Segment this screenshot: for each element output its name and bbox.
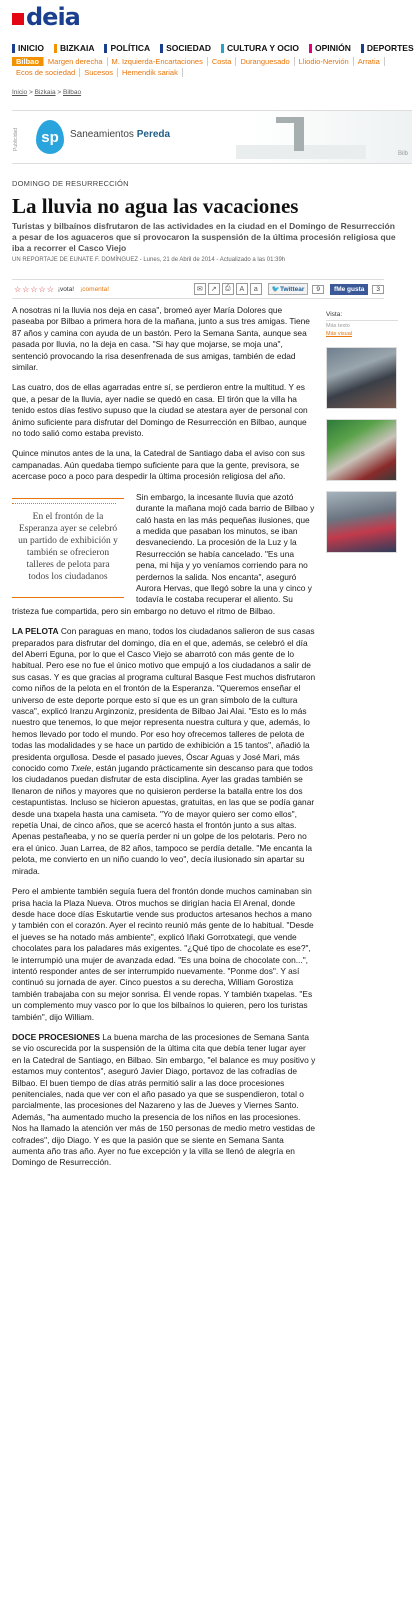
ad-brand: Saneamientos Pereda <box>70 129 171 140</box>
nav-item-3[interactable] <box>160 41 211 55</box>
comment-link[interactable]: ¡comenta! <box>80 285 110 293</box>
site-logo[interactable] <box>12 3 80 31</box>
nav-bar-icon <box>160 44 163 53</box>
nav-label: SOCIEDAD <box>166 43 212 53</box>
view-more-visual[interactable]: Más visual <box>326 331 352 337</box>
faucet-image <box>236 115 366 159</box>
paragraph-7: DOCE PROCESIONES La buena marcha de las procesiones de Semana Santa se vio oscurecida por la suspensión de la última cita que debía tener lugar ayer en la Catedral de Santiago, en Bilbao. Sin embargo, "el balance es muy positivo y estamos muy contentos", aseguró Javier Diago, portavoz de las cofradías de Bilbao. El buen tiempo de días atrás permitió salir a las doce procesiones penitenciales, nada que ver con el año pasado ya que se suspendieron, total o parcialmente, las procesiones del Nazareno y las de Jueves y Viernes Santo. Además, "ha aumentado mucho la presencia de los niños en las procesiones. Nos ha llamado la atención ver más de 150 personas de medio metro vestidas de cofrades", dijo Diago. Y es que la pasión que se siente en Semana Santa aumenta año tras año. Ayer no fue excepción y la villa se llenó de alegría en Domingo de Resurrección. <box>12 1031 316 1168</box>
twitter-button[interactable]: 🐦 Twittear <box>268 283 309 295</box>
nav-item-0[interactable] <box>12 41 44 55</box>
nav-label: OPINIÓN <box>314 43 351 53</box>
rating-stars[interactable]: ☆☆☆☆☆ <box>14 284 55 294</box>
like-button[interactable]: f Me gusta <box>330 284 368 295</box>
subnav-item[interactable]: Lliodio-Nervión <box>295 57 354 66</box>
sub-nav <box>12 56 418 80</box>
nav-item-1[interactable] <box>54 41 94 55</box>
subnav-item[interactable]: Hemendik sariak <box>118 68 183 77</box>
main-nav <box>12 41 418 55</box>
nav-item-6[interactable] <box>361 41 414 55</box>
nav-label: DEPORTES <box>366 43 414 53</box>
ad-label: Publicidad <box>13 127 19 151</box>
breadcrumb: Inicio > Bizkaia > Bilbao <box>12 89 82 96</box>
print-icon[interactable]: ⎙ <box>222 283 234 295</box>
heading-doce-procesiones: DOCE PROCESIONES <box>12 1031 100 1042</box>
subnav-item[interactable]: M. Izquierda-Encartaciones <box>108 57 208 66</box>
paragraph-3: Quince minutos antes de la una, la Catedral de Santiago daba el aviso con sus campanadas. Aún quedaba tiempo suficiente para que la gente, previsora, se acercase poco a poco para despedir la última procesión religiosa del año. <box>12 448 305 482</box>
nav-item-4[interactable] <box>221 41 299 55</box>
subnav-item[interactable]: Arratia <box>354 57 385 66</box>
nav-item-5[interactable] <box>309 41 351 55</box>
article-subtitle: Turistas y bilbaínos disfrutaron de las actividades en la ciudad en el Domingo de Resurrección a pesar de los aguaceros que si provocaron la suspensión de la última procesión religiosa que iba a recorrer el Casco Viejo <box>12 221 396 253</box>
twitter-count: 9 <box>312 285 324 294</box>
view-label: Vista: <box>326 311 398 321</box>
paragraph-1: A nosotras ni la lluvia nos deja en casa", bromeó ayer María Dolores que paseaba por Bilbao a primera hora de la mañana, junto a sus tres amigas. Tiene 87 años y camina con ayuda de un bastón. Pero la Semana Santa, aunque sea pasada por lluvia, no la deja en casa. "Si hay que mojarse, se moja una", sentenció provocando la risa desenfrenada de sus amigas, también de edad similar. <box>12 305 310 373</box>
ad-side-text: Bilb <box>398 151 409 157</box>
article-toolbar <box>12 279 384 299</box>
subnav-item[interactable]: Margen derecha <box>44 57 108 66</box>
nav-bar-icon <box>12 44 15 53</box>
subnav-item[interactable]: Costa <box>208 57 237 66</box>
paragraph-5: LA PELOTA Con paraguas en mano, todos los ciudadanos salieron de sus casas preparados para disfrutar del domingo, día en el que, además, se celebró el día del Aberri Eguna, por lo que el Casco Viejo se abarrotó con más gente de lo habitual. Pero ese no fue el único motivo que empujó a los ciudadanos a salir de sus casas. Y es que gracias al programa cultural Basque Fest muchos disfrutaron como niños de la pelota en el frontón de la Esperanza. "Queremos enseñar el universo de este deporte porque esto sí que es un gran símbolo de la cultura vasca", explicó Iranzu Arginzoniz, presidenta de Bilbao Jai Alai. "Esto es lo más nuestro que tenemos, lo que mejor representa nuestra cultura y que, además, lo hemos llevado por todo el mundo. Por eso hoy ofrecemos talleres de pelota de todas las modalidades y se hace un partido de exhibición a 15 tantos", añadió la presidenta orgullosa. Desde el pasado jueves, Óscar Aguas y José Mari, más conocido como Txele, están jugando prácticamente sin descanso para que todos los ciudadanos puedan disfrutar de esta disciplina. Ayer las gradas también se llenaron de niños y mayores que no quisieron perderse la batalla entre los dos cestapuntistas. Incluso se hicieron apuestas, gratuitas, en las que se podía ganar desde una txapela hasta una camiseta. "Yo de mayor quiero ser como ellos", repetía Unai, de cinco años, que se acercó hasta el frontón junto a sus altas. Apenas pestañeaba, y no se quería perder ni un golpe de los pelotaris. Pero no era el único. Juan Larrea, de 82 años, tampoco se perdía detalle. "Me encanta la pelota, me convierto en un niño cuando lo veo", decía ilusionado sin apartar su mirada. <box>12 626 316 876</box>
article-kicker: DOMINGO DE RESURRECCIÓN <box>12 179 129 188</box>
breadcrumb-bilbao[interactable]: Bilbao <box>63 89 82 96</box>
pull-quote: En el frontón de la Esperanza ayer se celebró un partido de exhibición y también se ofrecieron talleres de pelota para todos los ciudadanos <box>12 498 124 598</box>
breadcrumb-bizkaia[interactable]: Bizkaia <box>34 89 56 96</box>
view-sidebar <box>326 311 398 553</box>
nav-bar-icon <box>221 44 224 53</box>
subnav-item[interactable]: Bilbao <box>12 57 44 66</box>
article-byline: UN REPORTAJE DE EUNATE F. DOMÍNGUEZ - Lunes, 21 de Abril de 2014 - Actualizado a las 01:39h <box>12 257 286 263</box>
share-icon[interactable]: ↗ <box>208 283 220 295</box>
vote-link[interactable]: ¡vota! <box>57 285 75 293</box>
breadcrumb-inicio[interactable]: Inicio <box>12 89 28 96</box>
paragraph-4: Sin embargo, la incesante lluvia que azotó durante la mañana mojó cada barrio de Bilbao y caló hasta en las más pequeñas ilusiones, que a medida que pasaban los minutos, se iban desvaneciendo. La procesión de la Luz y la Resurrección se había cancelado. "Es una pena, mi hija y yo veníamos corriendo para no perdernos la salida. Nos encanta", aseguró Aurora Hervas, que llegó sobre la una y cinco y todavía le costaba recuperar el aliento. Su tristeza fue compartida, pero sin embargo no detuvo el ritmo de Bilbao. <box>12 491 315 616</box>
subnav-item[interactable]: Sucesos <box>80 68 118 77</box>
nav-item-2[interactable] <box>104 41 150 55</box>
nav-bar-icon <box>54 44 57 53</box>
subnav-item[interactable]: Duranguesado <box>236 57 294 66</box>
email-icon[interactable]: ✉ <box>194 283 206 295</box>
photo-thumb-2[interactable] <box>326 419 397 481</box>
ad-banner[interactable] <box>12 110 412 164</box>
text-size-small-icon[interactable]: a <box>250 283 262 295</box>
ad-logo: sp <box>36 120 64 154</box>
nav-label: BIZKAIA <box>59 43 95 53</box>
nav-bar-icon <box>309 44 312 53</box>
nav-label: INICIO <box>18 43 44 53</box>
photo-thumb-1[interactable] <box>326 347 397 409</box>
nav-bar-icon <box>104 44 107 53</box>
article-body <box>12 305 316 1178</box>
heading-la-pelota: LA PELOTA <box>12 626 59 637</box>
logo-mark-icon <box>12 13 24 25</box>
nav-bar-icon <box>361 44 364 53</box>
site-name: deia <box>26 3 80 31</box>
paragraph-2: Las cuatro, dos de ellas agarradas entre sí, se perdieron entre la multitud. Y es que, a pesar de la lluvia, ayer nadie se quedó en casa. El tirón que la villa ha tenido estos días festivo supuso que la ciudad se atestara ayer de personal con ánimo suficiente para disfrutar del Domingo de Resurrección en Bilbao, aunque no todo salió como estaba previsto. <box>12 382 308 439</box>
nav-label: CULTURA Y OCIO <box>227 43 299 53</box>
nav-label: POLÍTICA <box>110 43 151 53</box>
view-more-text[interactable]: Más texto <box>326 323 350 329</box>
subnav-item[interactable]: Ecos de sociedad <box>12 68 80 77</box>
like-count: 3 <box>372 285 384 294</box>
photo-thumb-3[interactable] <box>326 491 397 553</box>
text-size-icon[interactable]: A <box>236 283 248 295</box>
article-title: La lluvia no agua las vacaciones <box>12 194 299 218</box>
paragraph-6: Pero el ambiente también seguía fuera del frontón donde muchos caminaban sin prisa hacia la Plaza Nueva. Otros muchos se dirigían hacia El Arenal, donde desde hace doce días Eskutartie vende sus productos artesanos hechos a mano y también con el corazón. Ayer el recinto reunió más gente de lo habitual. "Desde el jueves se ha notado más ambiente", explicó Iñaki Gorrotxategi, que vende chocolates para los paladares más exigentes. "¿Qué tipo de chocolate es ese?", le interrumpió una mujer de avanzada edad. "Es una boina de chocolate con...", intentó responder antes de ser interrumpido nuevamente. "Ponme dos". Y así continuó su jornada de ayer. Cinco puestos a su derecha, William Gorostiza también trabajaba con su mejor sonrisa. Él vende ropas. Y también txapelas. "Es un complemento muy vasco por lo que los bilbaínos lo quieren, pero los turistas también", dijo William. <box>12 886 314 1022</box>
